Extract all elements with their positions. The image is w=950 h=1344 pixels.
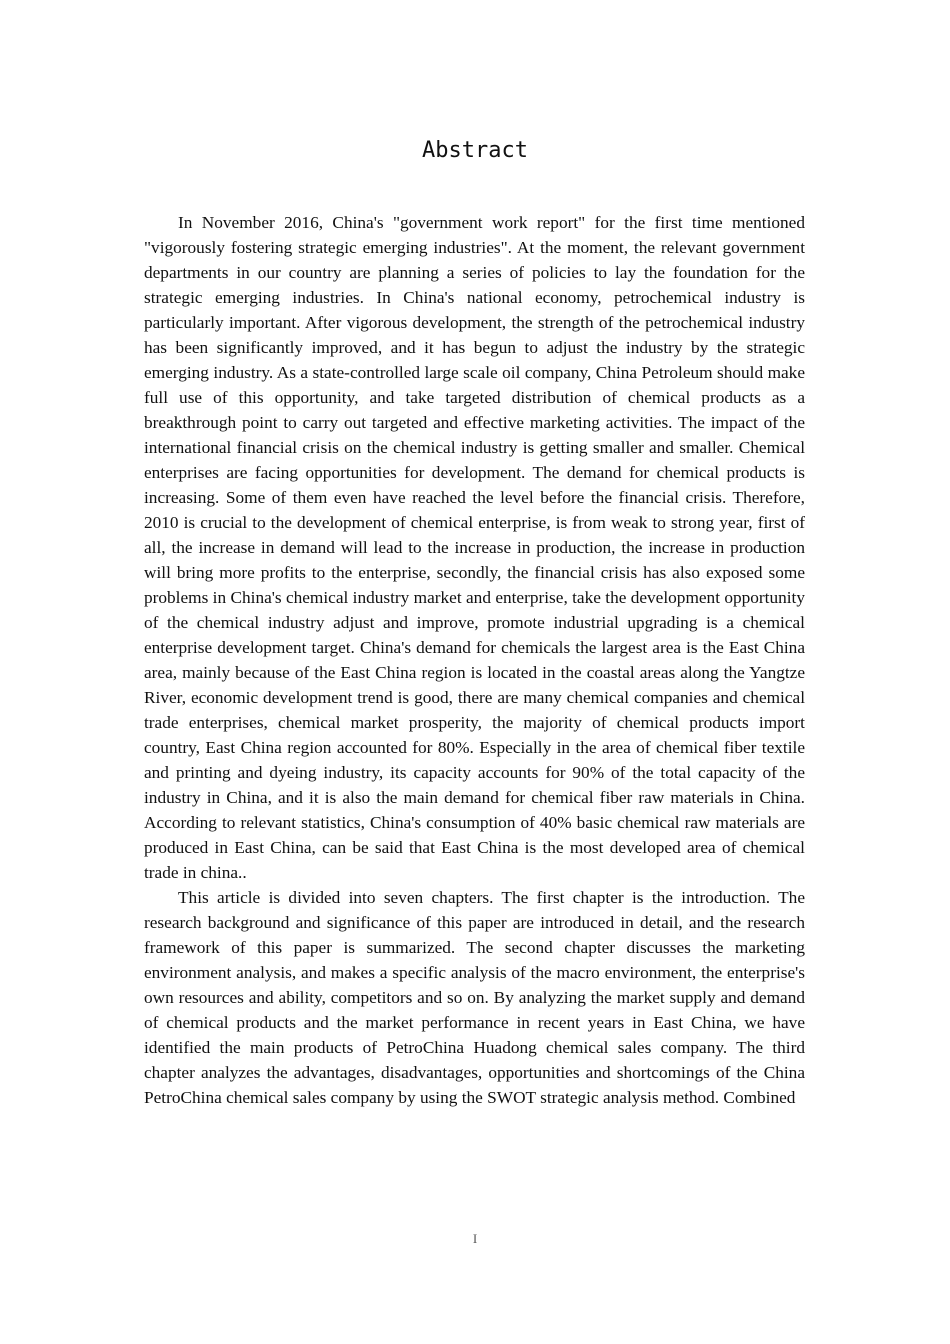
abstract-body: [144, 210, 805, 1110]
abstract-title: Abstract: [422, 138, 528, 163]
page-number: I: [472, 1231, 478, 1246]
abstract-paragraph-1: In November 2016, China's "government work report" for the first time mentioned "vigorously fostering strategic emerging industries". At the moment, the relevant government departments in our country are planning a series of policies to lay the foundation for the strategic emerging industries. In China's national economy, petrochemical industry is particularly important. After vigorous development, the strength of the petrochemical industry has been significantly improved, and it has begun to adjust the industry by the strategic emerging industry. As a state-controlled large scale oil company, China Petroleum should make full use of this opportunity, and take targeted distribution of chemical products as a breakthrough point to carry out targeted and effective marketing activities. The impact of the international financial crisis on the chemical industry is getting smaller and smaller. Chemical enterprises are facing opportunities for development. The demand for chemical products is increasing. Some of them even have reached the level before the financial crisis. Therefore, 2010 is crucial to the development of chemical enterprise, is from weak to strong year, first of all, the increase in demand will lead to the increase in production, the increase in production will bring more profits to the enterprise, secondly, the financial crisis has also exposed some problems in China's chemical industry market and enterprise, take the development opportunity of the chemical industry adjust and improve, promote industrial upgrading is a chemical enterprise development target. China's demand for chemicals the largest area is the East China area, mainly because of the East China region is located in the coastal areas along the Yangtze River, economic development trend is good, there are many chemical companies and chemical trade enterprises, chemical market prosperity, the majority of chemical products import country, East China region accounted for 80%. Especially in the area of chemical fiber textile and printing and dyeing industry, its capacity accounts for 90% of the total capacity of the industry in China, and it is also the main demand for chemical fiber raw materials in China. According to relevant statistics, China's consumption of 40% basic chemical raw materials are produced in East China, can be said that East China is the most developed area of chemical trade in china..: [144, 213, 805, 882]
abstract-paragraph-2: This article is divided into seven chapters. The first chapter is the introduction. The research background and significance of this paper are introduced in detail, and the research framework of this paper is summarized. The second chapter discusses the marketing environment analysis, and makes a specific analysis of the macro environment, the enterprise's own resources and ability, competitors and so on. By analyzing the market supply and demand of chemical products and the market performance in recent years in East China, we have identified the main products of PetroChina Huadong chemical sales company. The third chapter analyzes the advantages, disadvantages, opportunities and shortcomings of the China PetroChina chemical sales company by using the SWOT strategic analysis method. Combined: [144, 888, 805, 1107]
